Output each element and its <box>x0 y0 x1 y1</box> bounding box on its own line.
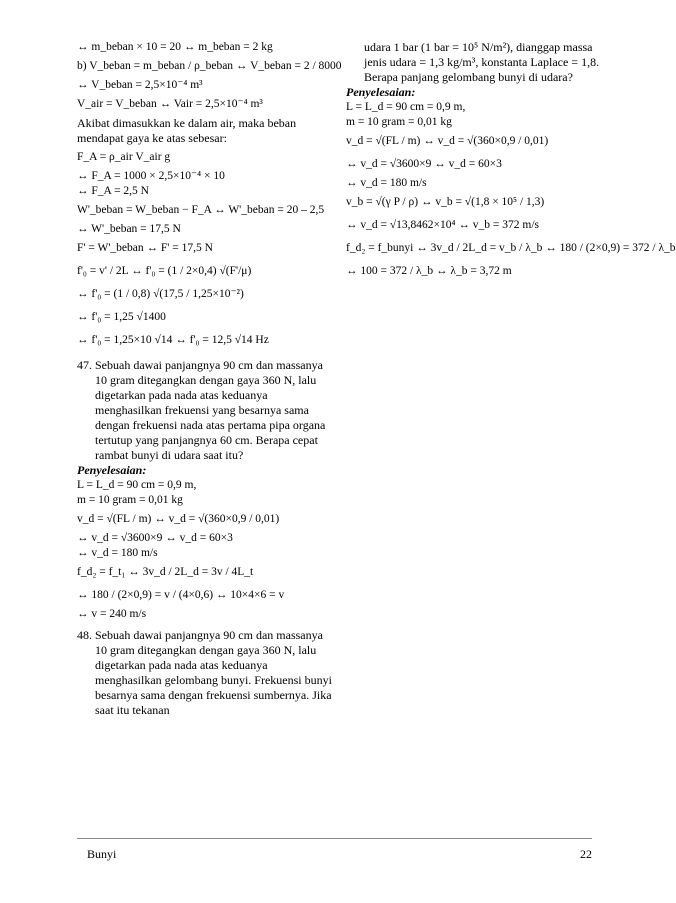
equation-line: m = 10 gram = 0,01 kg <box>77 494 183 506</box>
equation-line: v_d = √(FL / m) ↔ v_d = √(360×0,9 / 0,01) <box>346 135 549 147</box>
equation-line: v_d = √(FL / m) ↔ v_d = √(360×0,9 / 0,01) <box>77 513 280 525</box>
equation-line: ↔ m_beban × 10 = 20 ↔ m_beban = 2 kg <box>77 41 273 53</box>
equation-line: ↔ V_beban = 2,5×10⁻⁴ m³ <box>77 79 203 91</box>
paragraph: Akibat dimasukkan ke dalam air, maka beban mendapat gaya ke atas sebesar: <box>77 116 297 145</box>
equation-line: V_air = V_beban ↔ Vair = 2,5×10⁻⁴ m³ <box>77 98 263 110</box>
equation-line: L = L_d = 90 cm = 0,9 m, <box>346 101 466 113</box>
equation-line: ↔ F_A = 1000 × 2,5×10⁻⁴ × 10 <box>77 170 225 182</box>
left-column <box>77 40 342 718</box>
right-column <box>346 40 676 283</box>
question-continuation: udara 1 bar (1 bar = 10⁵ N/m²), dianggap massa jenis udara = 1,3 kg/m³, konstanta Laplace = 1,8. Berapa panjang gelombang bunyi di udara? <box>364 40 600 84</box>
equation-line: b) V_beban = m_beban / ρ_beban ↔ V_beban = 2 / 8000 <box>77 60 342 72</box>
equation-line: F_A = ρ_air V_air g <box>77 151 171 163</box>
equation-line: ↔ v_d = 180 m/s <box>346 177 427 189</box>
question-47 <box>77 358 332 463</box>
equation-line: ↔ v_d = √3600×9 ↔ v_d = 60×3 <box>346 158 502 170</box>
solution-label: Penyelesaian: <box>346 85 416 99</box>
equation-line: ↔ v_d = √3600×9 ↔ v_d = 60×3 <box>77 532 233 544</box>
equation-line: F' = W'_beban ↔ F' = 17,5 N <box>77 242 213 254</box>
question-text: Sebuah dawai panjangnya 90 cm dan massanya 10 gram ditegangkan dengan gaya 360 N, lalu digetarkan pada nada atas keduanya menghasilkan frekuensi yang besarnya sama dengan frekuensi nada atas pertama pipa organa tertutup yang panjangnya 60 cm. Berapa cepat rambat bunyi di udara saat itu? <box>95 358 326 462</box>
footer-chapter: Bunyi <box>87 847 117 861</box>
page-footer <box>77 838 592 862</box>
question-text: Sebuah dawai panjangnya 90 cm dan massanya 10 gram ditegangkan dengan gaya 360 N, lalu digetarkan pada nada atas keduanya menghasilkan gelombang bunyi. Frekuensi bunyi besarnya sama dengan frekuensi sumbernya. Jika saat itu tekanan <box>95 628 332 717</box>
equation-line: ↔ W'_beban = 17,5 N <box>77 223 181 235</box>
equation-line: m = 10 gram = 0,01 kg <box>346 116 452 128</box>
equation-line: L = L_d = 90 cm = 0,9 m, <box>77 479 197 491</box>
equation-line: f_d₂ = f_bunyi ↔ 3v_d / 2L_d = v_b / λ_b ↔ 180 / (2×0,9) = 372 / λ_b <box>346 242 676 254</box>
equation-line: ↔ v_d = √13,8462×10⁴ ↔ v_b = 372 m/s <box>346 219 540 231</box>
equation-line: ↔ v = 240 m/s <box>77 608 147 620</box>
equation-line: f_d₂ = f_t₁ ↔ 3v_d / 2L_d = 3v / 4L_t <box>77 566 254 578</box>
equation-line: ↔ v_d = 180 m/s <box>77 547 158 559</box>
equation-line: ↔ 180 / (2×0,9) = v / (4×0,6) ↔ 10×4×6 = v <box>77 589 285 601</box>
question-48 <box>77 628 332 718</box>
equation-line: f'₀ = v' / 2L ↔ f'₀ = (1 / 2×0,4) √(F'/μ) <box>77 265 252 277</box>
solution-label: Penyelesaian: <box>77 463 147 477</box>
page-number: 22 <box>580 847 592 861</box>
equation-line: W'_beban = W_beban − F_A ↔ W'_beban = 20 – 2,5 <box>77 204 325 216</box>
equation-line: ↔ f'₀ = 1,25×10 √14 ↔ f'₀ = 12,5 √14 Hz <box>77 334 269 346</box>
question-number: 47. <box>77 358 92 372</box>
equation-line: v_b = √(γ P / ρ) ↔ v_b = √(1,8 × 10⁵ / 1,3) <box>346 196 545 208</box>
equation-line: ↔ 100 = 372 / λ_b ↔ λ_b = 3,72 m <box>346 265 512 277</box>
equation-line: ↔ f'₀ = (1 / 0,8) √(17,5 / 1,25×10⁻²) <box>77 288 244 300</box>
question-number: 48. <box>77 628 92 642</box>
equation-line: ↔ f'₀ = 1,25 √1400 <box>77 311 166 323</box>
equation-line: ↔ F_A = 2,5 N <box>77 185 149 197</box>
